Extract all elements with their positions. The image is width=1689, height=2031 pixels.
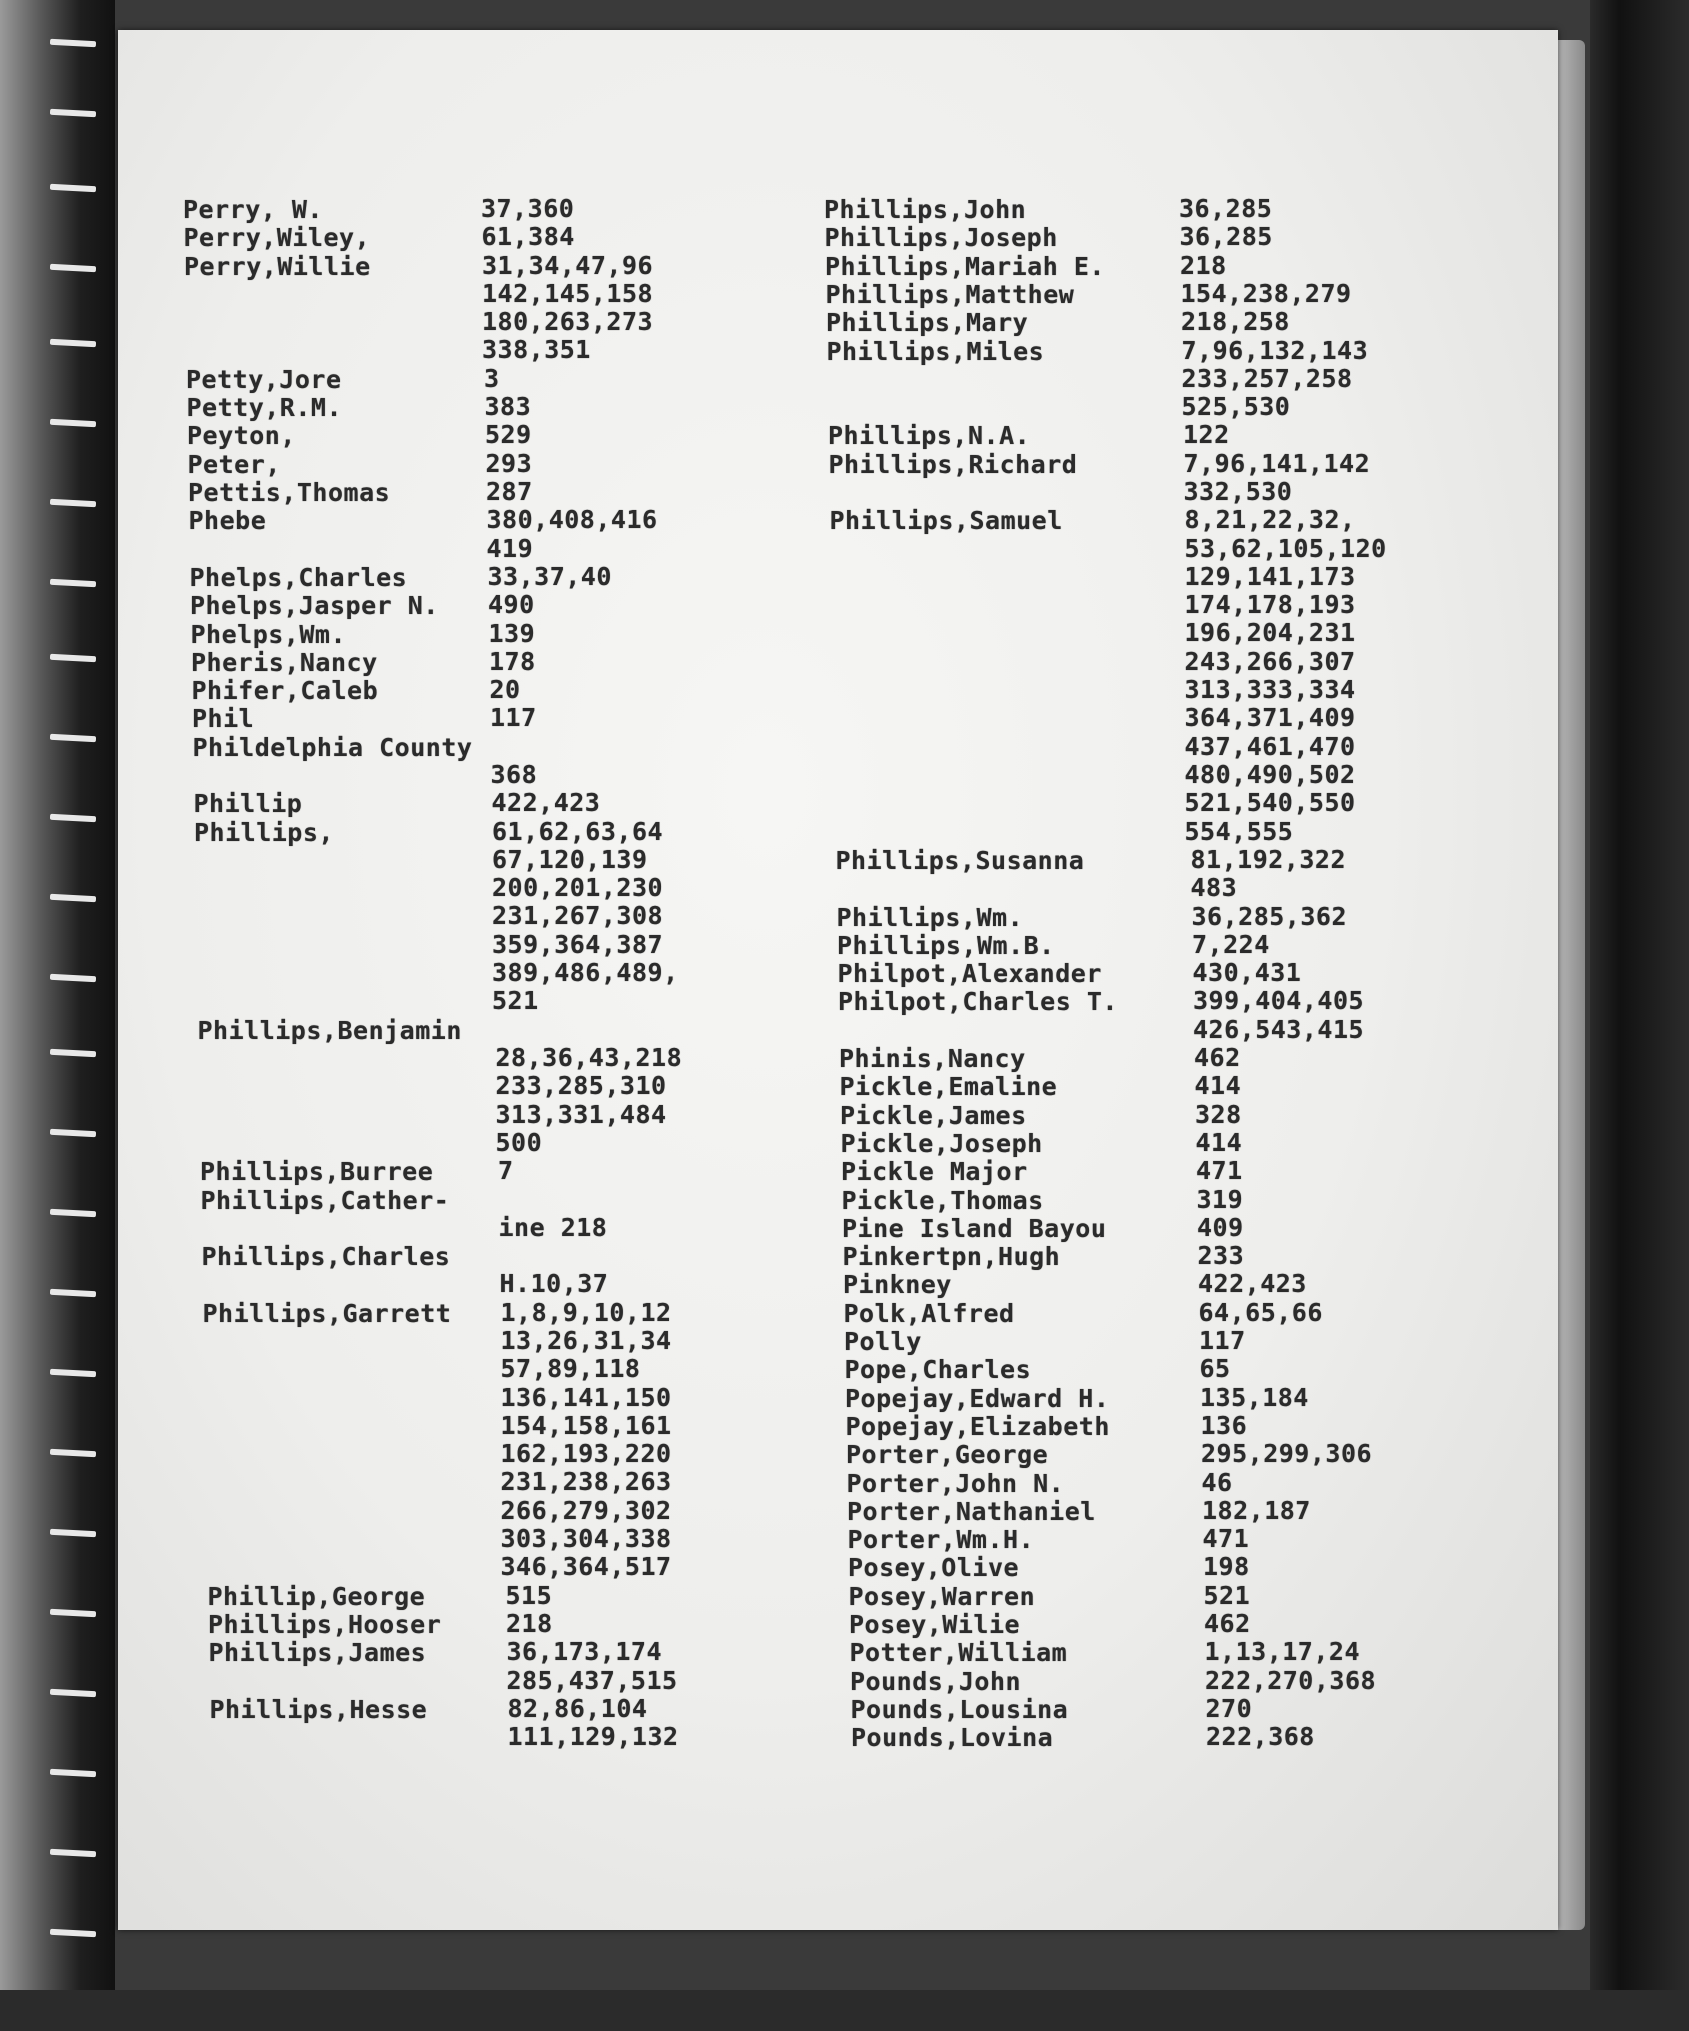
index-entry-pages <box>1196 1129 1243 1157</box>
page-ref-line: 483 <box>1190 873 1238 903</box>
index-entry-pages <box>482 252 653 365</box>
index-entry-name: Phelps,Jasper N. <box>190 591 439 621</box>
index-entry-pages <box>1195 1072 1242 1100</box>
page-ref-line: 554,555 <box>1184 816 1294 846</box>
page-ref-line: 61,384 <box>481 222 575 252</box>
page-ref-line: 20 <box>489 675 521 705</box>
index-entry-name: Phillips,James <box>208 1638 427 1668</box>
index-entry-pages <box>1194 1044 1241 1072</box>
index-entry-pages <box>1206 1723 1315 1751</box>
page-ref-line: 7,96,132,143 <box>1181 335 1369 365</box>
index-entry-pages <box>1202 1469 1233 1497</box>
page-ref-line: 180,263,273 <box>482 307 654 337</box>
index-entry-pages <box>486 450 533 478</box>
page-ref-line: 426,543,415 <box>1193 1014 1365 1044</box>
index-entry-name: Peyton, <box>187 421 296 451</box>
page-ref-line: 414 <box>1194 1071 1242 1101</box>
page-ref-line: 233 <box>1197 1241 1245 1271</box>
index-entry-name: Pine Island Bayou <box>842 1213 1107 1243</box>
page-ref-line: 81,192,322 <box>1190 844 1347 874</box>
page-ref-line: 437,461,470 <box>1184 731 1356 761</box>
page-ref-line: 135,184 <box>1200 1382 1309 1412</box>
index-entry-name: Polly <box>844 1327 922 1356</box>
index-entry-name: Pickle,Thomas <box>841 1185 1044 1215</box>
page-ref-line: 409 <box>1197 1212 1244 1242</box>
page-ref-line: 399,404,405 <box>1193 986 1365 1016</box>
index-entry-pages <box>1201 1440 1372 1468</box>
index-entry-pages <box>1203 1525 1250 1553</box>
index-entry-name: Phillips,Wm.B. <box>837 930 1055 960</box>
index-entry-name: Polk,Alfred <box>843 1298 1015 1328</box>
index-entry-name: Phebe <box>188 506 267 536</box>
index-entry-pages <box>1185 506 1387 846</box>
page-ref-line: 222,368 <box>1206 1722 1315 1752</box>
index-entry-name: Phillips,Hooser <box>208 1610 442 1639</box>
page-ref-line: 61,62,63,64 <box>492 816 664 846</box>
index-entry-pages <box>1193 959 1302 987</box>
index-entry-name: Phillips,Miles <box>826 336 1045 366</box>
page-ref-line: 319 <box>1196 1184 1244 1214</box>
index-entry-name: Phillips,John <box>824 195 1027 224</box>
index-entry-pages <box>1192 931 1270 959</box>
index-entry-name: Phillips,Hesse <box>209 1694 428 1724</box>
index-entry-pages <box>1200 1355 1231 1383</box>
index-entry-pages <box>489 648 536 676</box>
page-ref-line: 82,86,104 <box>507 1693 648 1723</box>
index-entry-pages <box>482 223 575 251</box>
page-ref-line: 36,285 <box>1179 194 1273 223</box>
index-entry-name: Petty,R.M. <box>186 393 343 423</box>
index-entry-pages <box>508 1695 679 1752</box>
index-entry-name: Porter,John N. <box>846 1468 1065 1498</box>
index-entry-pages <box>486 478 533 506</box>
page-ref-line: 422,423 <box>491 788 601 818</box>
page-ref-line: 46 <box>1201 1467 1233 1497</box>
index-entry-pages <box>1205 1638 1361 1666</box>
film-edge-bottom <box>0 1990 1689 2031</box>
page-ref-line: 525,530 <box>1181 392 1291 422</box>
page-ref-line: 65 <box>1199 1354 1231 1384</box>
page-ref-line: 8,21,22,32, <box>1184 505 1356 535</box>
page-ref-line: 368 <box>490 759 538 789</box>
page-ref-line: 313,333,334 <box>1184 675 1356 705</box>
page-ref-line: 414 <box>1195 1127 1243 1157</box>
page-ref-line: 380,408,416 <box>486 505 658 535</box>
index-entry-name: Peter, <box>187 449 281 479</box>
index-entry-name: Phillips,Cather- <box>200 1185 450 1215</box>
index-entry-name: Posey,Olive <box>848 1553 1020 1583</box>
index-entry-pages <box>489 620 536 648</box>
index-entry-pages <box>507 1638 678 1695</box>
index-entry-pages <box>1183 421 1230 449</box>
index-entry-name: Pickle Major <box>841 1157 1028 1187</box>
index-entry-pages <box>506 1610 553 1638</box>
index-entry-name: Phillips,Mariah E. <box>825 251 1105 281</box>
index-entry-name: Pounds,John <box>850 1666 1022 1696</box>
index-entry-pages <box>490 704 537 732</box>
page-ref-line: 419 <box>486 533 534 563</box>
page-ref-line: 231,267,308 <box>492 901 664 931</box>
page-ref-line: 233,285,310 <box>495 1071 667 1101</box>
page-ref-line: 174,178,193 <box>1184 590 1356 620</box>
index-entry-name: Phifer,Caleb <box>191 676 379 706</box>
index-entry-name: Philpot,Alexander <box>837 959 1102 989</box>
page-ref-line: H.10,37 <box>499 1269 609 1299</box>
index-entry-pages <box>490 676 521 704</box>
page-ref-line: 136,141,150 <box>500 1382 672 1412</box>
page-ref-line: 338,351 <box>482 335 591 365</box>
page-ref-line: 139 <box>488 618 536 648</box>
page-ref-line: 287 <box>486 477 533 506</box>
index-entry-name: Phillips,Garrett <box>202 1298 452 1328</box>
index-entry-pages <box>1181 308 1290 336</box>
page-ref-line: 117 <box>1199 1326 1246 1355</box>
page-ref-line: 285,437,515 <box>506 1665 678 1695</box>
index-entry-pages <box>1204 1582 1251 1610</box>
index-entry-pages <box>491 733 538 790</box>
page-ref-line: 7,224 <box>1192 929 1270 959</box>
index-entry-pages <box>488 563 612 591</box>
page-ref-line: 270 <box>1205 1693 1253 1723</box>
page-ref-line: ine 218 <box>498 1212 608 1242</box>
index-entry-pages <box>1199 1299 1323 1327</box>
index-entry-name: Phillip <box>193 789 303 819</box>
page-ref-line: 515 <box>505 1580 553 1610</box>
page-ref-line: 3 <box>484 363 500 393</box>
index-page <box>118 30 1558 1930</box>
page-ref-line: 218 <box>1180 250 1227 280</box>
page-ref-line: 233,257,258 <box>1181 363 1353 393</box>
index-entry-name: Phillips, <box>194 817 334 847</box>
index-entry-pages <box>1181 280 1352 308</box>
index-entry-pages <box>485 421 532 449</box>
index-entry-name: Pickle,James <box>840 1100 1027 1130</box>
index-entry-name: Porter,George <box>846 1440 1049 1470</box>
index-entry-pages <box>1201 1412 1248 1440</box>
page-ref-line: 490 <box>488 590 535 620</box>
index-entry-pages <box>488 591 535 619</box>
page-ref-line: 182,187 <box>1202 1495 1311 1525</box>
index-entry-pages <box>500 1242 609 1299</box>
page-ref-line <box>491 733 538 761</box>
page-ref-line: 154,238,279 <box>1180 278 1352 308</box>
page-ref-line: 529 <box>485 420 532 450</box>
index-entry-name: Phillips,Richard <box>828 449 1078 479</box>
page-ref-line: 462 <box>1194 1043 1241 1072</box>
page-ref-line: 471 <box>1196 1156 1243 1186</box>
page-ref-line: 36,285,362 <box>1191 901 1348 931</box>
index-entry-name: Phildelphia County <box>192 732 473 762</box>
index-entry-pages <box>1195 1101 1242 1129</box>
index-entry-pages <box>1180 252 1227 280</box>
page-ref-line: 480,490,502 <box>1184 759 1356 789</box>
index-entry-name: Phillips,Joseph <box>824 223 1058 253</box>
page-ref-line: 313,331,484 <box>495 1099 667 1129</box>
index-entry-pages <box>506 1582 553 1610</box>
index-entry-name: Perry, W. <box>183 195 323 224</box>
index-entry-pages <box>1191 846 1347 903</box>
page-ref-line: 31,34,47,96 <box>482 250 654 280</box>
index-entry-pages <box>498 1157 514 1185</box>
index-entry-name: Perry,Wiley, <box>183 223 371 253</box>
page-ref-line: 154,158,161 <box>500 1410 672 1440</box>
page-ref-line <box>496 1016 683 1044</box>
index-entry-name: Pickle,Emaline <box>839 1072 1058 1102</box>
index-entry-pages <box>1193 987 1364 1044</box>
page-ref-line: 521 <box>492 986 539 1016</box>
index-entry-name: Pope,Charles <box>844 1355 1032 1385</box>
index-entry-pages <box>481 195 574 223</box>
index-entry-name: Potter,William <box>849 1638 1068 1668</box>
index-entry-name: Phelps,Charles <box>189 562 408 592</box>
index-entry-pages <box>501 1299 672 1582</box>
index-entry-pages <box>1196 1157 1243 1185</box>
page-ref-line: 196,204,231 <box>1184 618 1356 648</box>
page-ref-line: 303,304,338 <box>500 1524 672 1554</box>
page-ref-line: 36,285 <box>1179 222 1273 252</box>
page-ref-line: 328 <box>1195 1099 1242 1129</box>
page-ref-line: 295,299,306 <box>1201 1439 1373 1469</box>
film-edge-left <box>0 0 115 2031</box>
index-entry-name: Phillips,Matthew <box>825 279 1075 309</box>
page-ref-line: 7,96,141,142 <box>1183 448 1371 478</box>
index-entry-name: Posey,Warren <box>848 1581 1036 1611</box>
index-entry-pages <box>499 1186 608 1243</box>
index-entry-pages <box>492 789 601 817</box>
page-ref-line: 266,279,302 <box>500 1495 672 1525</box>
index-entry-name: Phillip,George <box>207 1581 426 1611</box>
index-entry-pages <box>1202 1497 1311 1525</box>
page-ref-line: 37,360 <box>481 194 575 223</box>
page-ref-line: 198 <box>1203 1552 1250 1582</box>
page-ref-line: 218,258 <box>1181 307 1290 337</box>
index-entry-name: Phillips,Susanna <box>835 845 1085 875</box>
index-entry-pages <box>1192 903 1348 931</box>
index-entry-pages <box>1203 1553 1250 1581</box>
page-ref-line: 7 <box>498 1156 514 1186</box>
index-entry-name: Pinkney <box>843 1270 952 1300</box>
page-ref-line: 346,364,517 <box>500 1552 672 1582</box>
page-ref-line: 231,238,263 <box>500 1467 672 1497</box>
page-ref-line: 53,62,105,120 <box>1184 533 1387 563</box>
page-ref-line: 293 <box>485 448 533 478</box>
index-entry-name: Phinis,Nancy <box>839 1044 1026 1073</box>
page-ref-line: 28,36,43,218 <box>495 1042 683 1072</box>
index-entry-pages <box>485 393 532 421</box>
index-entry-name: Perry,Willie <box>184 251 371 281</box>
index-entry-pages <box>1206 1695 1253 1723</box>
page-ref-line: 36,173,174 <box>506 1637 663 1667</box>
page-ref-line: 521,540,550 <box>1184 788 1356 818</box>
page-ref-line: 500 <box>495 1127 543 1157</box>
page-ref-line: 471 <box>1202 1524 1250 1554</box>
page-ref-line: 67,120,139 <box>492 844 648 874</box>
index-entry-name: Popejay,Edward H. <box>845 1383 1110 1413</box>
page-ref-line: 1,13,17,24 <box>1204 1637 1361 1667</box>
page-ref-line: 33,37,40 <box>487 561 612 591</box>
index-entry-pages <box>492 818 679 1016</box>
page-ref-line: 129,141,173 <box>1184 561 1356 591</box>
index-entry-pages <box>496 1016 683 1157</box>
page-ref-line: 462 <box>1204 1609 1251 1638</box>
page-ref-line: 430,431 <box>1192 958 1302 988</box>
page-ref-line: 57,89,118 <box>500 1354 641 1384</box>
index-entry-name: Porter,Wm.H. <box>847 1525 1035 1555</box>
page-ref-line: 142,145,158 <box>482 278 654 308</box>
index-entry-pages <box>1182 337 1369 422</box>
index-entry-name: Phil <box>192 704 255 734</box>
index-entry-name: Pounds,Lousina <box>850 1694 1069 1724</box>
index-entry-pages <box>1199 1327 1246 1355</box>
page-ref-line: 117 <box>490 703 537 733</box>
index-entry-name: Phillips,N.A. <box>828 421 1031 451</box>
page-ref-line: 422,423 <box>1198 1269 1307 1299</box>
index-entry-pages <box>1184 450 1371 507</box>
page-ref-line: 122 <box>1183 420 1230 450</box>
page-ref-line: 222,270,368 <box>1205 1665 1377 1695</box>
index-entry-pages <box>1198 1242 1245 1270</box>
page-ref-line: 111,129,132 <box>507 1722 679 1752</box>
index-entry-name: Phillips,Wm. <box>836 902 1024 932</box>
index-entry-name: Porter,Nathaniel <box>847 1496 1096 1526</box>
page-ref-line: 162,193,220 <box>500 1439 672 1469</box>
index-entry-pages <box>1179 195 1272 223</box>
page-ref-line: 218 <box>506 1609 553 1638</box>
index-entry-name: Popejay,Elizabeth <box>845 1411 1110 1441</box>
index-entry-name: Pheris,Nancy <box>191 647 378 677</box>
index-entry-name: Pinkertpn,Hugh <box>842 1242 1061 1272</box>
index-entry-pages <box>487 506 658 563</box>
index-entry-pages <box>1204 1610 1251 1638</box>
index-entry-name: Pickle,Joseph <box>840 1128 1043 1158</box>
page-ref-line: 243,266,307 <box>1184 646 1356 676</box>
index-entry-pages <box>1197 1214 1244 1242</box>
page-ref-line: 521 <box>1203 1580 1251 1610</box>
index-entry-pages <box>1205 1667 1376 1695</box>
index-entry-name: Posey,Wilie <box>849 1610 1021 1639</box>
page-ref-line: 389,486,489, <box>492 958 679 988</box>
index-entry-name: Pounds,Lovina <box>851 1723 1054 1753</box>
index-entry-pages <box>1198 1270 1307 1298</box>
page-ref-line: 13,26,31,34 <box>500 1325 672 1355</box>
index-entry-name: Phillips,Burree <box>200 1157 434 1187</box>
page-ref-line: 200,201,230 <box>492 873 664 903</box>
index-entry-pages <box>1197 1186 1244 1214</box>
index-entry-pages <box>1180 223 1273 251</box>
page-ref-line: 359,364,387 <box>492 929 664 959</box>
page-ref-line <box>500 1242 609 1270</box>
index-entry-name: Phillips,Mary <box>826 308 1029 338</box>
page-ref-line: 332,530 <box>1183 476 1293 506</box>
page-ref-line: 136 <box>1200 1410 1248 1440</box>
page-ref-line: 64,65,66 <box>1198 1297 1323 1327</box>
index-entry-name: Petty,Jore <box>186 364 342 394</box>
index-entry-name: Pettis,Thomas <box>188 478 391 507</box>
page-ref-line: 383 <box>484 392 532 422</box>
index-entry-pages <box>1200 1384 1309 1412</box>
page-ref-line: 364,371,409 <box>1184 703 1356 733</box>
page-ref-line: 178 <box>489 646 536 676</box>
index-entry-name: Phillips,Charles <box>201 1242 451 1272</box>
index-entry-name: Phillips,Samuel <box>829 506 1063 536</box>
film-edge-right <box>1590 0 1689 2031</box>
index-entry-pages <box>484 365 500 393</box>
index-entry-name: Phelps,Wm. <box>190 619 347 649</box>
page-ref-line <box>499 1186 608 1214</box>
index-entry-name: Phillips,Benjamin <box>197 1015 462 1045</box>
page-ref-line: 1,8,9,10,12 <box>500 1297 672 1327</box>
index-entry-name: Philpot,Charles T. <box>838 987 1118 1017</box>
